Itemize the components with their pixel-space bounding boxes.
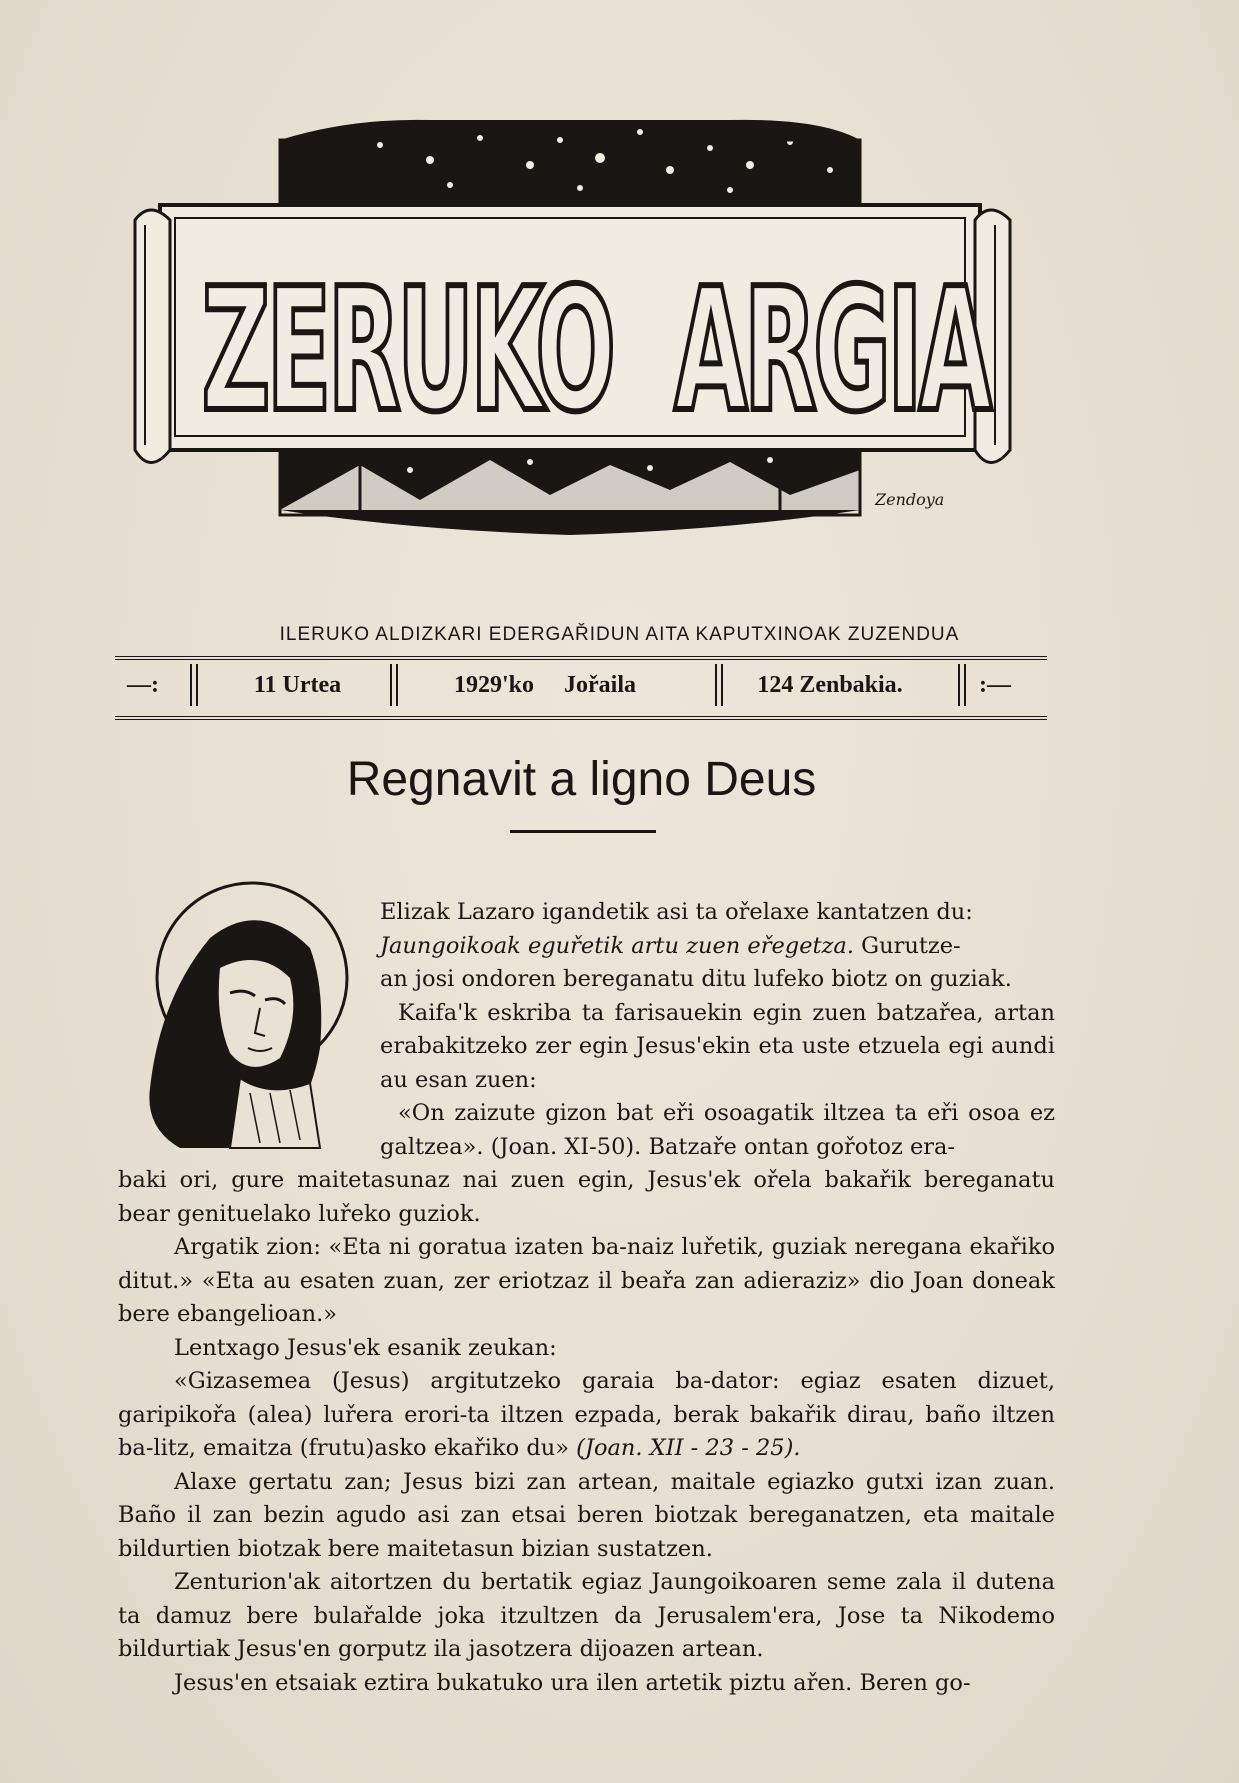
masthead-title (201, 252, 989, 450)
madonna-portrait-illustration (120, 878, 360, 1158)
issue-tail: :— (979, 672, 1011, 698)
issue-number: 124 Zenbakia. (757, 672, 903, 698)
masthead-title-right: ARGIA (674, 252, 989, 450)
issue-separator (715, 664, 723, 706)
paragraph: Lentxago Jesus'ek esanik zeukan: (174, 1334, 557, 1361)
paragraph: «On zaizute gizon bat eři osoagatik iltzea ta eři osoa ez galtzea». (Joan. XI-50). Batzaře ontan gořotoz era- (380, 1100, 1055, 1160)
article-column-narrow (380, 896, 1055, 1164)
artist-signature: Zendoya (875, 490, 945, 509)
masthead (130, 110, 1030, 610)
issue-bar (115, 656, 1047, 720)
paragraph: Zenturion'ak aitortzen du bertatik egiaz Jaungoikoaren seme zala il dutena ta damuz bere bulařalde joka itzultzen da Jerusalem'era, Jose ta Nikodemo bildurtiak Jesus'en gorputz ila jasotzera dijoazen artean. (118, 1569, 1055, 1662)
paragraph-text: Elizak Lazaro igandetik asi ta ořelaxe kantatzen du: (380, 899, 973, 925)
paragraph: Argatik zion: «Eta ni goratua izaten ba-naiz luřetik, guziak neregana ekařiko ditut.» «Eta au esaten zuan, zer eriotzaz il beařa zan adieraziz» dio Joan doneak bere ebangelioan.» (118, 1234, 1055, 1327)
paragraph: Jesus'en etsaiak eztira bukatuko ura ilen artetik piztu ařen. Beren go- (174, 1669, 971, 1696)
paragraph: Kaifa'k eskriba ta farisauekin egin zuen batzařea, artan erabakitzeko zer egin Jesus'ekin eta uste etzuela egi aundi au esan zuen: (380, 999, 1055, 1093)
paragraph-text: «Gizasemea (Jesus) argitutzeko garaia ba-dator: egiaz esaten dizuet, garipikořa (alea) luřera erori-ta iltzen ezpada, berak bakařik dirau, baño iltzen ba-litz, emaitza (frutu)asko ekařiko du» (118, 1368, 1055, 1461)
paragraph-text: Gurutze- (853, 932, 961, 959)
paragraph: Alaxe gertatu zan; Jesus bizi zan artean, maitale egiazko gutxi izan zuan. Baño il zan bezin agudo asi zan etsai beren biotzak bereganatzen, eta maitale bildurtien biotzak bere maitetasun bizian sustatzen. (118, 1468, 1055, 1562)
paragraph (380, 896, 1055, 997)
paragraph (118, 1365, 1055, 1466)
paragraph-text: an josi ondoren bereganatu ditu lufeko biotz on guziak. (380, 966, 1012, 992)
article-column-wide (118, 1164, 1055, 1700)
italic-quote: Jaungoikoak eguřetik artu zuen eřegetza. (380, 932, 854, 959)
article-title: Regnavit a ligno Deus (346, 753, 817, 806)
issue-year: 11 Urtea (253, 672, 342, 698)
issue-date: 1929'ko Jořaila (453, 672, 636, 698)
issue-lead: —: (127, 672, 159, 698)
issue-separator (390, 664, 398, 706)
paragraph: baki ori, gure maitetasunaz nai zuen egin, Jesus'ek ořela bakařik bereganatu bear genituelako luřeko guziok. (118, 1167, 1055, 1227)
issue-separator (958, 664, 966, 706)
masthead-title-left: ZERUKO (201, 252, 613, 450)
masthead-subtitle: ILERUKO ALDIZKARI EDERGAŘIDUN AITA KAPUTXINOAK ZUZENDUA (279, 624, 960, 645)
title-rule (510, 830, 656, 833)
bible-reference: (Joan. XII - 23 - 25). (576, 1435, 801, 1461)
issue-separator (190, 664, 198, 706)
